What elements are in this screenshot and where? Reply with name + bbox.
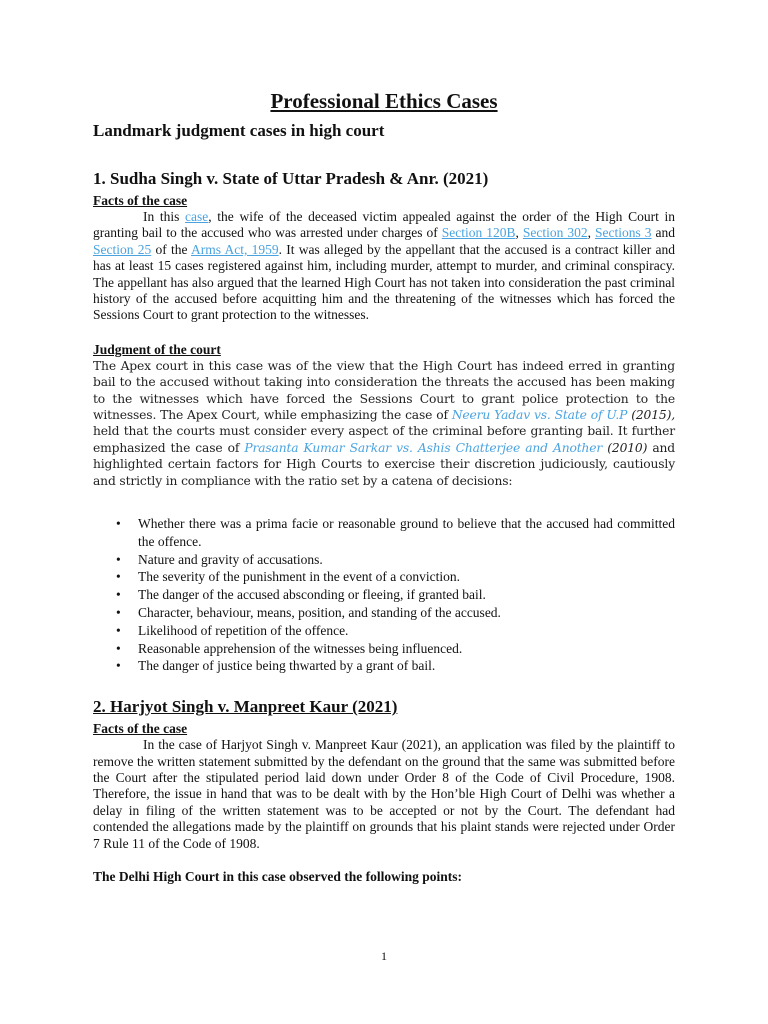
link-case[interactable]: case — [185, 209, 209, 224]
list-item: • The danger of the accused absconding or fleeing, if granted bail. — [116, 587, 486, 603]
list-item: • Reasonable apprehension of the witnesses being influenced. — [116, 640, 463, 656]
bullet-icon: • — [116, 516, 121, 532]
bullet-icon: • — [116, 658, 121, 674]
case1-facts-label: Facts of the case — [93, 193, 188, 208]
case1-judgment-paragraph: The Apex court in this case was of the view that the High Court has indeed erred in granting bail to the accused without taking into consideration the threats the accused has been making to the witnesses which have forced the Sessions Court to grant police protection to the witnesses. The Apex Court, while emphasizing the case of Neeru Yadav vs. State of U.P (2015), held that the courts must consider every aspect of the criminal before granting bail. It further emphasized the case of Prasanta Kumar Sarkar vs. Ashis Chatterjee and Another (2010) and highlighted certain factors for High Courts to exercise their discretion judiciously, cautiously and strictly in compliance with the ratio set by a catena of decisions: — [93, 358, 675, 488]
list-item: • Character, behaviour, means, position, and standing of the accused. — [116, 605, 501, 621]
case1-facts-paragraph: In this case, the wife of the deceased victim appealed against the order of the High Court in granting bail to the accused who was arrested under charges of Section 120B, Section 302, Sections 3 and Section 25 of the Arms Act, 1959. It was alleged by the appellant that the accused is a contract killer and has at least 15 cases registered against him, including murder, attempt to murder, and criminal conspiracy. The appellant has also argued that the learned High Court has not taken into consideration the past criminal history of the accused before acquitting him and the threatening of the witnesses which has forced the Sessions Court to grant protection to the witnesses. — [93, 209, 676, 323]
case2-observation: The Delhi High Court in this case observed the following points: — [93, 869, 463, 885]
link-arms-act[interactable]: Arms Act, 1959 — [190, 241, 279, 257]
list-item: • Whether there was a prima facie or reasonable ground to believe that the accused had committed the offence. — [116, 516, 675, 549]
document-subtitle: Landmark judgment cases in high court — [93, 121, 385, 140]
bullet-icon: • — [116, 622, 121, 638]
bullet-icon: • — [116, 640, 121, 656]
link-sections-3[interactable]: Sections 3 — [595, 225, 652, 241]
factors-list — [93, 515, 675, 675]
link-section-120b[interactable]: Section 120B — [441, 225, 516, 241]
case1-heading: 1. Sudha Singh v. State of Uttar Pradesh & Anr. (2021) — [93, 169, 489, 188]
list-item: • The severity of the punishment in the event of a conviction. — [116, 569, 461, 585]
link-section-25[interactable]: Section 25 — [93, 241, 152, 257]
case2-facts-paragraph: In the case of Harjyot Singh v. Manpreet Kaur (2021), an application was filed by the plaintiff to remove the written statement submitted by the defendant on the ground that the same was submitted before the Court after the stipulated period laid down under Order 8 of the Code of Civil Procedure, 1908. Therefore, the issue in hand that was to be dealt with by the Hon’ble High Court of Delhi was whether a delay in filing of the written statement was to be accepted or not by the Court. The defendant had contended the allegations made by the plaintiff on grounds that his plaint stands were rejected under Order 7 Rule 11 of the Code of 1908. — [93, 737, 675, 851]
page-number: 1 — [381, 949, 387, 963]
case2-heading: 2. Harjyot Singh v. Manpreet Kaur (2021) — [93, 697, 398, 717]
list-item: • Nature and gravity of accusations. — [116, 551, 323, 567]
bullet-icon: • — [116, 587, 121, 603]
link-section-302[interactable]: Section 302 — [522, 225, 588, 241]
bullet-icon: • — [116, 551, 121, 567]
list-item: • The danger of justice being thwarted by a grant of bail. — [116, 658, 436, 674]
document-page — [93, 88, 675, 885]
list-item: • Likelihood of repetition of the offence. — [116, 622, 349, 638]
link-prasanta-kumar[interactable]: Prasanta Kumar Sarkar vs. Ashis Chatterjee and Another — [244, 440, 603, 455]
document-title: Professional Ethics Cases — [270, 89, 498, 113]
case1-judgment-label: Judgment of the court — [93, 341, 221, 357]
bullet-icon: • — [116, 569, 121, 585]
bullet-icon: • — [116, 605, 121, 621]
case2-facts-label: Facts of the case — [93, 721, 188, 737]
link-neeru-yadav[interactable]: Neeru Yadav vs. State of U.P — [451, 408, 628, 423]
